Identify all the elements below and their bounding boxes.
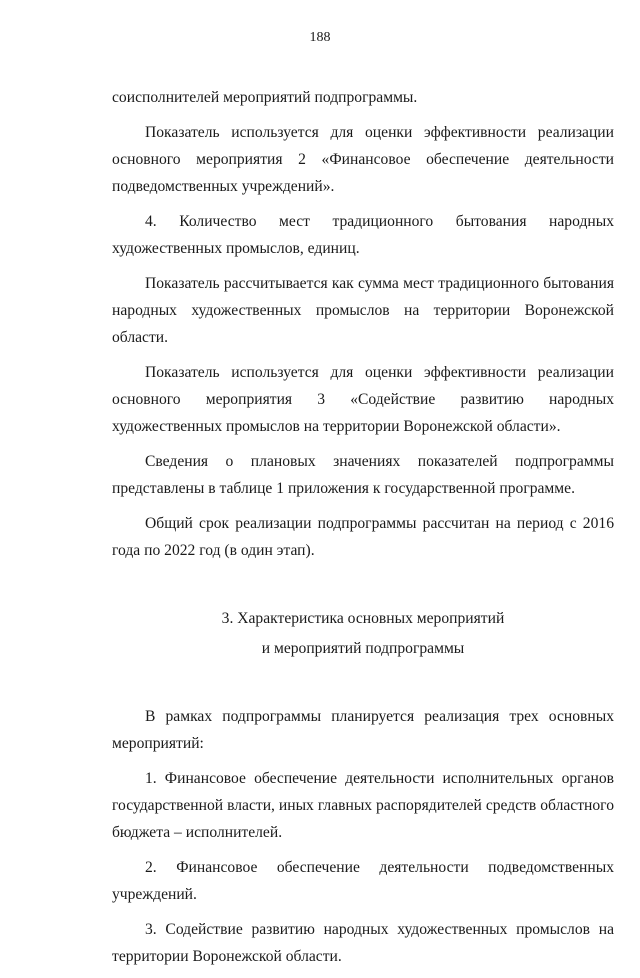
section-heading-line-1: 3. Характеристика основных мероприятий (221, 610, 505, 627)
paragraph-indicator-usage-3: Показатель используется для оценки эффективности реализации основного мероприятия 3 «Содействие развитию народных художественных промыслов на территории Воронежской области». (112, 364, 614, 435)
paragraph-planned-values: Сведения о плановых значениях показателей подпрограммы представлены в таблице 1 приложения к государственной программе. (112, 453, 614, 497)
document-body (112, 84, 614, 978)
paragraph-continuation: соисполнителей мероприятий подпрограммы. (112, 89, 418, 106)
paragraph-implementation-period: Общий срок реализации подпрограммы рассчитан на период с 2016 года по 2022 год (в один этап). (112, 515, 614, 559)
page-number: 188 (309, 30, 331, 45)
list-item-activity-2: 2. Финансовое обеспечение деятельности подведомственных учреждений. (112, 859, 614, 903)
section-heading (112, 604, 614, 664)
paragraph-indicator-4-calculation: Показатель рассчитывается как сумма мест традиционного бытования народных художественных промыслов на территории Воронежской области. (112, 275, 614, 346)
list-item-activity-1: 1. Финансовое обеспечение деятельности исполнительных органов государственной власти, иных главных распорядителей средств областного бюджета – исполнителей. (112, 770, 614, 841)
section-heading-line-2: и мероприятий подпрограммы (261, 640, 465, 657)
paragraph-activities-intro: В рамках подпрограммы планируется реализация трех основных мероприятий: (112, 708, 614, 752)
paragraph-indicator-4: 4. Количество мест традиционного бытования народных художественных промыслов, единиц. (112, 213, 614, 257)
list-item-activity-3: 3. Содействие развитию народных художественных промыслов на территории Воронежской области. (112, 921, 614, 965)
paragraph-indicator-usage-2: Показатель используется для оценки эффективности реализации основного мероприятия 2 «Финансовое обеспечение деятельности подведомственных учреждений». (112, 124, 614, 195)
